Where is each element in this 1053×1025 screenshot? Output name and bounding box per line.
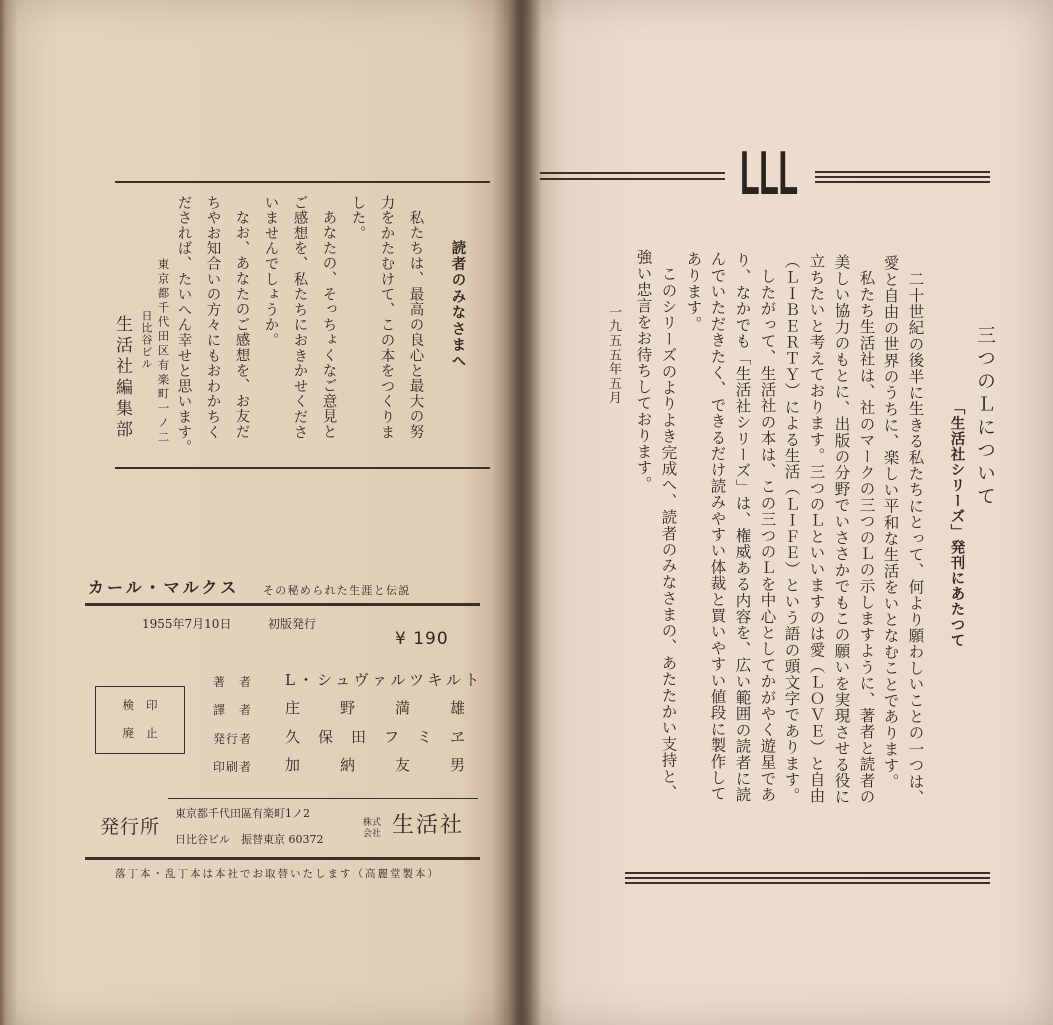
logo-right-rule xyxy=(815,181,990,183)
left-page xyxy=(0,0,520,1025)
seal-bottom-label: 廃止 xyxy=(122,726,170,740)
credit-name: 加納友男 xyxy=(285,756,506,774)
logo-left-rule xyxy=(540,172,725,174)
notice-line: だされば、たいへん幸せと思います。 xyxy=(175,195,192,456)
publication-date: 1955年7月10日 xyxy=(142,617,232,631)
logo-right-rule xyxy=(815,171,990,173)
page-bottom-rule xyxy=(625,872,990,874)
page-bottom-rule xyxy=(625,877,990,879)
notice-address: 東京都千代田区有楽町一ノ二 xyxy=(156,258,171,446)
notice-bottom-rule xyxy=(115,467,490,469)
seal-top-label: 検印 xyxy=(122,698,170,712)
credit-role: 著者 xyxy=(213,675,266,689)
series-subtitle: 「生活社シリーズ」発刊にあたつて xyxy=(948,400,965,648)
credit-role: 印刷者 xyxy=(213,760,253,774)
publisher-label: 発行所 xyxy=(100,816,161,838)
notice-heading: 読者のみなさまへ xyxy=(449,240,466,370)
notice-line: ちやお知合いの方々にもおわかちく xyxy=(204,195,221,440)
statement-line: んでいただきたく、できるだけ読みやすい体裁と買いやすい値段に製作して xyxy=(708,251,727,802)
credit-name: 久保田フミヱ xyxy=(285,728,484,746)
credit-role: 発行者 xyxy=(213,732,253,746)
statement-line: したがって、生活社の本は、この三つのＬを中心としてかがやく遊星であ xyxy=(758,268,777,803)
statement-date: 一九五五年五月 xyxy=(606,305,621,406)
right-page xyxy=(520,0,1053,1025)
series-title: 三つのＬについて xyxy=(974,325,996,509)
page-bottom-rule xyxy=(625,882,990,884)
publisher-name: 生活社 xyxy=(392,813,465,838)
notice-line: 私たちは、最高の良心と最大の努 xyxy=(407,210,424,440)
credit-role: 譯者 xyxy=(213,703,266,717)
notice-line: 力をかたむけて、この本をつくりま xyxy=(378,195,395,440)
statement-line: 立ちたいと考えております。三つのＬといいますのは愛（ＬＯＶＥ）と自由 xyxy=(807,253,826,804)
statement-line: （ＬＩＢＥＲＴＹ）による生活（ＬＩＦＥ）という語の頭文字であります。 xyxy=(782,253,801,804)
footer-note: 落丁本・乱丁本は本社でお取替いたします（高麗堂製本） xyxy=(115,868,440,880)
publisher-top-rule xyxy=(168,798,478,799)
company-type-top: 株式 xyxy=(363,818,382,828)
book-subtitle: その秘められた生涯と伝説 xyxy=(263,584,411,597)
credit-name: 庄野満雄 xyxy=(285,699,506,717)
statement-line: 強い忠言をお待ちしております。 xyxy=(634,249,653,492)
statement-line: 美しい協力のもとに、出版の分野でいささかでもこの願いを実現させる役に xyxy=(832,254,851,805)
statement-line: 私たち生活社は、社のマークの三つのＬの示しますように、著者と読者の xyxy=(857,270,876,805)
notice-top-rule xyxy=(115,181,490,183)
notice-line: した。 xyxy=(349,195,366,241)
colophon-top-rule xyxy=(85,603,480,606)
notice-line: ご感想を、私たちにおきかせくださ xyxy=(291,195,308,440)
book-title: カール・マルクス xyxy=(88,578,240,597)
statement-line: 二十世紀の後半に生きる私たちにとって、何より願わしいことの一つは、 xyxy=(906,271,925,806)
statement-line: り、なかでも「生活社シリーズ」は、権威ある内容を、広い範囲の読者に読 xyxy=(733,252,752,803)
colophon-bottom-rule xyxy=(85,857,480,860)
publisher-address-line2: 日比谷ビル 振替東京 60372 xyxy=(175,833,324,846)
logo-right-rule xyxy=(815,176,990,178)
seal-box xyxy=(95,686,185,754)
notice-line: なお、あなたのご感想を、お友だ xyxy=(233,210,250,440)
statement-line: あります。 xyxy=(684,251,703,332)
publisher-address: 東京都千代田區有楽町1ノ2 xyxy=(175,807,310,820)
notice-line: あなたの、そっちょくなご意見と xyxy=(320,210,337,440)
logo-left-rule xyxy=(540,178,725,180)
statement-line: 愛と自由の世界のうちに、楽しい平和な生活をいとなむことであります。 xyxy=(881,255,900,790)
notice-line: いませんでしょうか。 xyxy=(262,195,279,348)
notice-building: 日比谷ビル xyxy=(140,310,153,370)
statement-line: このシリーズのよりよき完成へ、読者のみなさまの、あたたかい支持と、 xyxy=(659,266,678,801)
lll-logo: LLL xyxy=(740,139,798,208)
credit-name: L・シュヴァルツキルト xyxy=(285,671,483,689)
company-type-bottom: 会社 xyxy=(363,829,382,839)
price: ¥ 190 xyxy=(395,629,449,649)
edition-label: 初版発行 xyxy=(268,617,317,631)
notice-signature: 生活社編集部 xyxy=(112,315,132,441)
